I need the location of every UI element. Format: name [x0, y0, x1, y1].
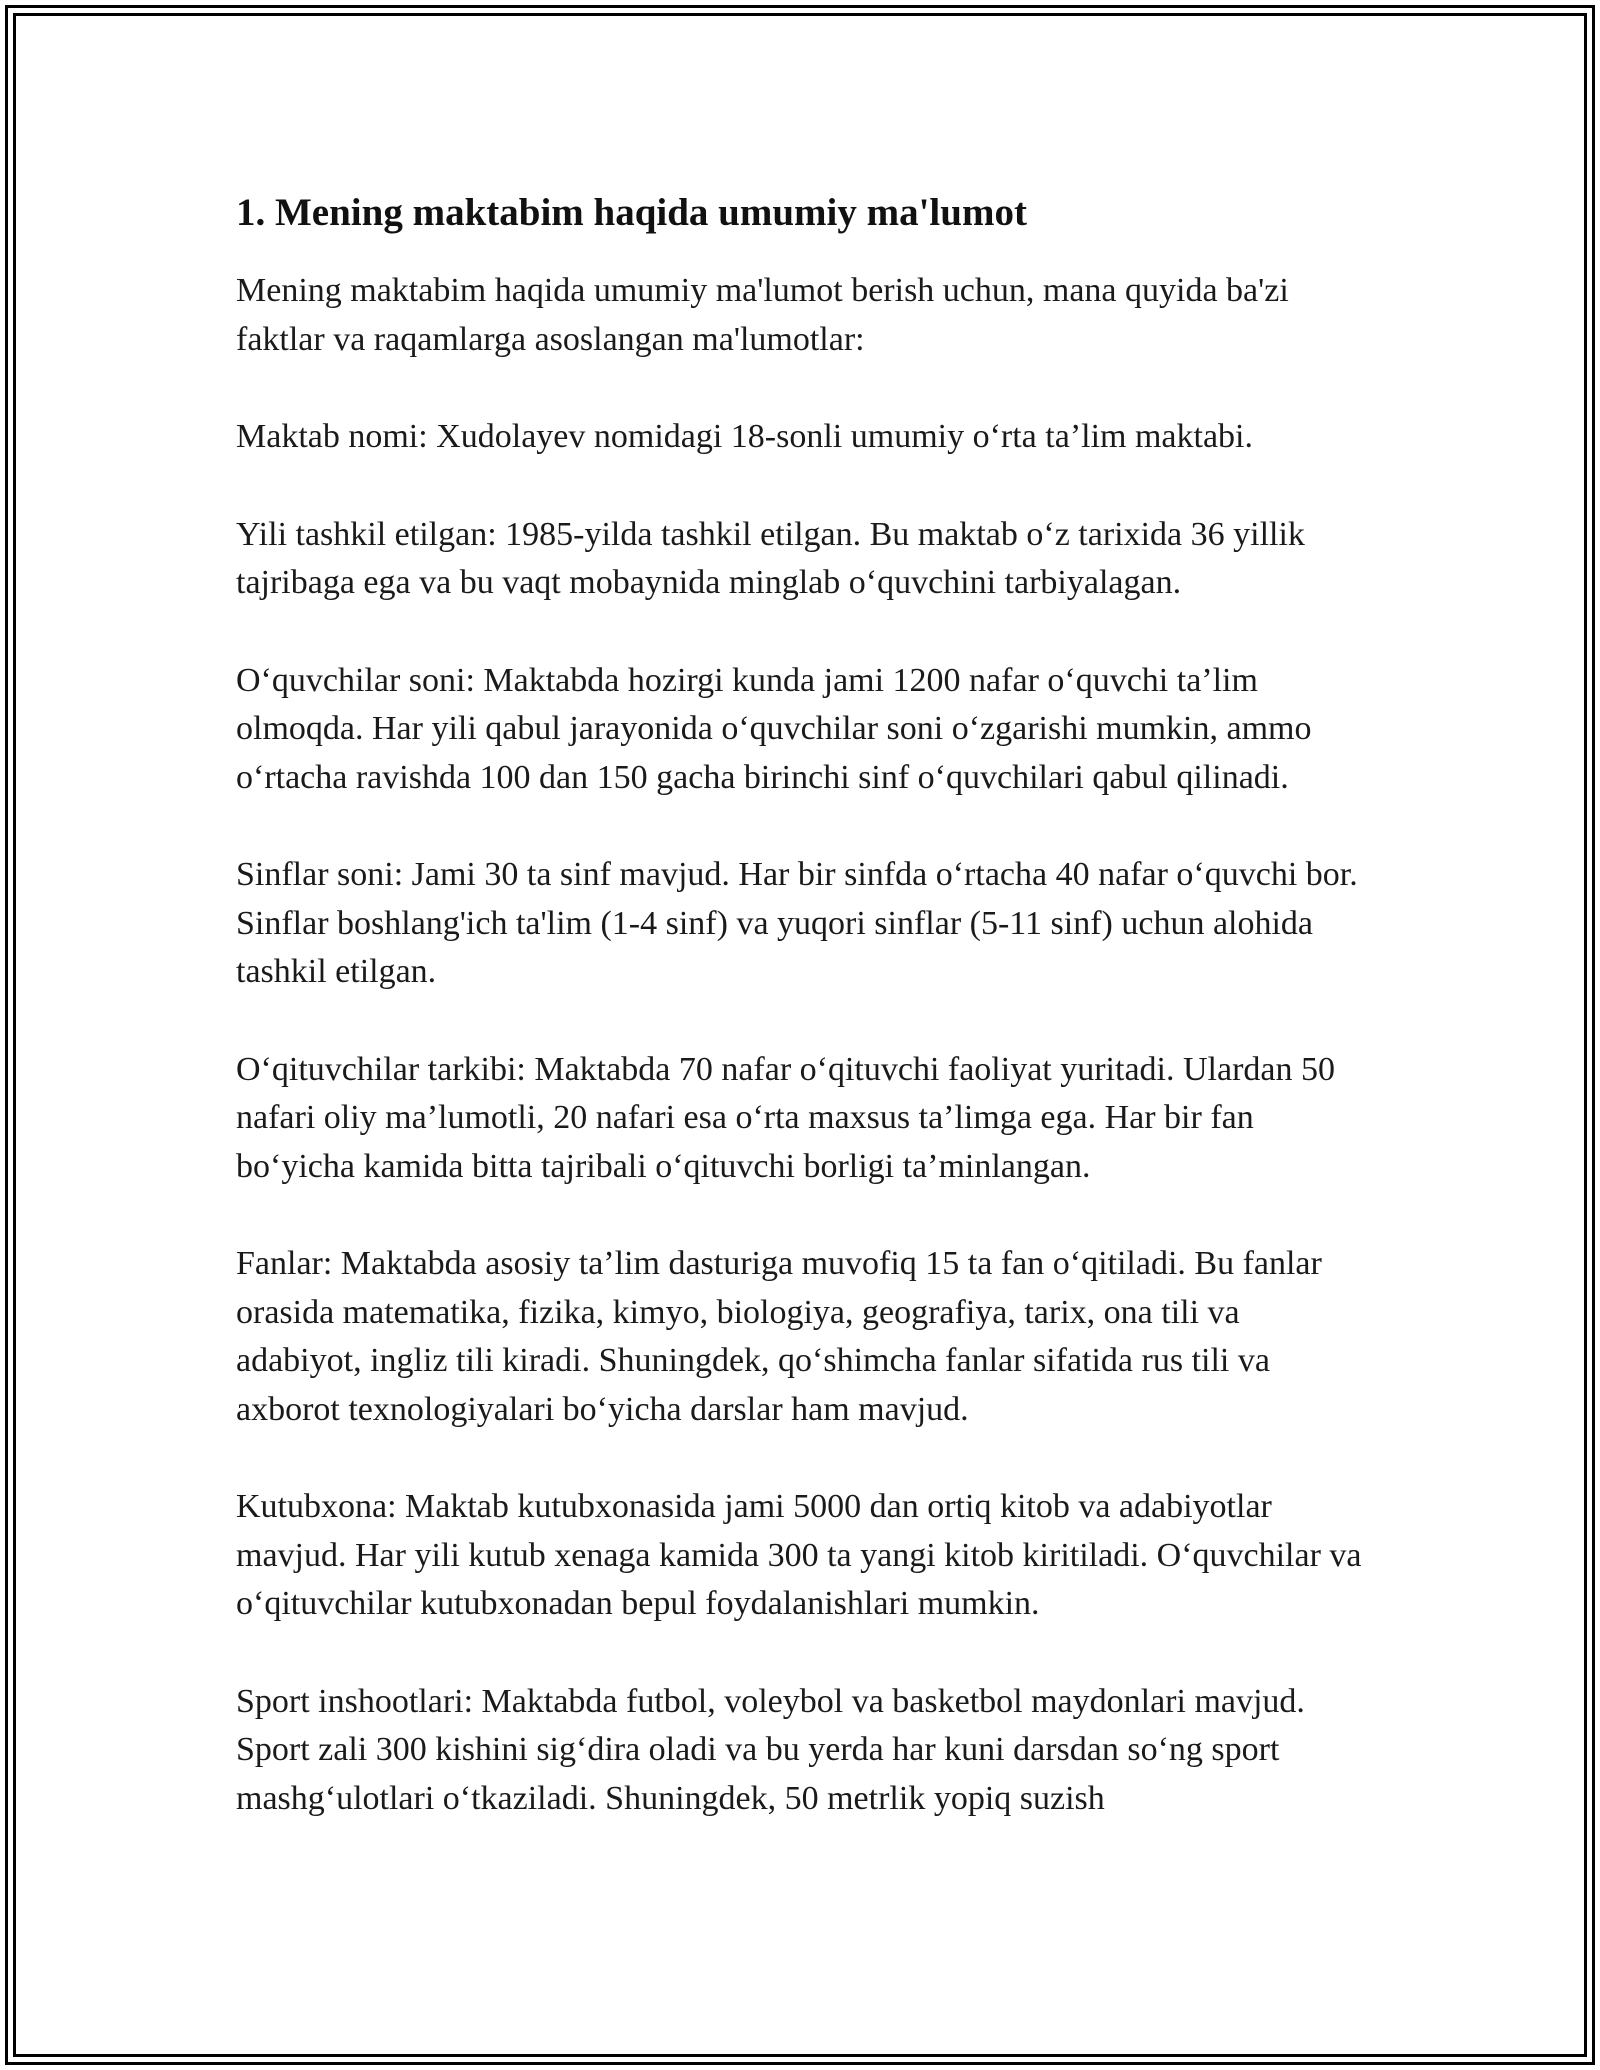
- paragraph-sports: Sport inshootlari: Maktabda futbol, voleybol va basketbol maydonlari mavjud. Sport zali 300 kishini sig‘dira oladi va bu yerda har kuni darsdan so‘ng sport mashg‘ulotlari o‘tkaziladi. Shuningdek, 50 metrlik yopiq suzish: [236, 1682, 1305, 1817]
- paragraph-class-count: Sinflar soni: Jami 30 ta sinf mavjud. Har bir sinfda o‘rtacha 40 nafar o‘quvchi bor. Sinflar boshlang'ich ta'lim (1-4 sinf) va yuqori sinflar (5-11 sinf) uchun alohida tashkil etilgan.: [236, 856, 1358, 990]
- paragraph-subjects: Fanlar: Maktabda asosiy ta’lim dasturiga muvofiq 15 ta fan o‘qitiladi. Bu fanlar orasida matematika, fizika, kimyo, biologiya, geografiya, tarix, ona tili va adabiyot, ingliz tili kiradi. Shuningdek, qo‘shimcha fanlar sifatida rus tili va axborot texnologiyalari bo‘yicha darslar ham mavjud.: [236, 1245, 1322, 1428]
- paragraph-library: Kutubxona: Maktab kutubxonasida jami 5000 dan ortiq kitob va adabiyotlar mavjud. Har yili kutub xenaga kamida 300 ta yangi kitob kiritiladi. O‘quvchilar va o‘qituvchilar kutubxonadan bepul foydalanishlari mumkin.: [236, 1488, 1362, 1622]
- paragraph-intro: Mening maktabim haqida umumiy ma'lumot berish uchun, mana quyida ba'zi faktlar va raqamlarga asoslangan ma'lumotlar:: [236, 272, 1289, 358]
- paragraph-teachers: O‘qituvchilar tarkibi: Maktabda 70 nafar o‘qituvchi faoliyat yuritadi. Ulardan 50 nafari oliy ma’lumotli, 20 nafari esa o‘rta maxsus ta’limga ega. Har bir fan bo‘yicha kamida bitta tajribali o‘qituvchi borligi ta’minlangan.: [236, 1050, 1335, 1185]
- section-heading: 1. Mening maktabim haqida umumiy ma'lumot: [236, 191, 1027, 234]
- paragraph-student-count: O‘quvchilar soni: Maktabda hozirgi kunda jami 1200 nafar o‘quvchi ta’lim olmoqda. Har yili qabul jarayonida o‘quvchilar soni o‘zgarishi mumkin, ammo o‘rtacha ravishda 100 dan 150 gacha birinchi sinf o‘quvchilari qabul qilinadi.: [236, 661, 1312, 796]
- paragraph-founded-year: Yili tashkil etilgan: 1985-yilda tashkil etilgan. Bu maktab o‘z tarixida 36 yillik tajribaga ega va bu vaqt mobaynida minglab o‘quvchini tarbiyalagan.: [236, 515, 1305, 601]
- document-body: [236, 187, 1366, 1823]
- paragraph-school-name: Maktab nomi: Xudolayev nomidagi 18-sonli umumiy o‘rta ta’lim maktabi.: [236, 418, 1253, 455]
